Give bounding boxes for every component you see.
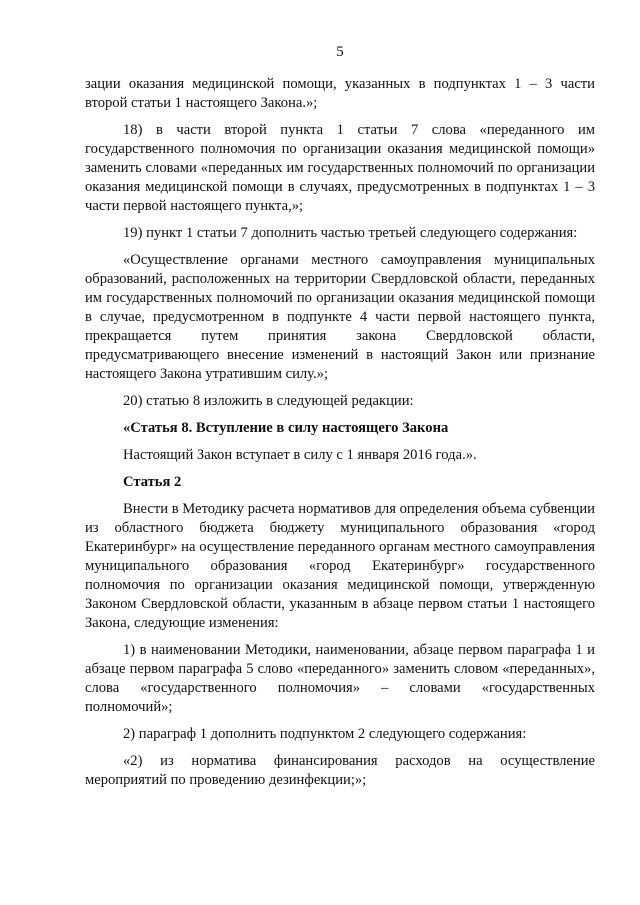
paragraph-change-1: 1) в наименовании Методики, наименовании, абзаце первом параграфа 1 и абзаце первом параграфа 5 слово «переданного» заменить словом «переданных», слова «государственного полномочия» – словами «государственных полномочий»; — [85, 642, 595, 715]
paragraph-methodology-changes: Внести в Методику расчета нормативов для определения объема субвенции из областного бюджета бюджету муниципального образования «город Екатеринбург» на осуществление переданного органам местного самоуправления муниципального образования «город Екатеринбург» государственного полномочия по организации оказания медицинской помощи, утвержденную Законом Свердловской области, указанным в абзаце первом статьи 1 настоящего Закона, следующие изменения: — [85, 501, 595, 631]
paragraph-effective-date: Настоящий Закон вступает в силу с 1 января 2016 года.». — [123, 447, 477, 463]
paragraph-item-20: 20) статью 8 изложить в следующей редакции: — [123, 393, 414, 409]
paragraph-quoted-text: «Осуществление органами местного самоуправления муниципальных образований, расположенных на территории Свердловской области, переданных им государственных полномочий по организации оказания медицинской помощи в случае, предусмотренном в подпункте 4 части первой настоящего пункта, прекращается путем принятия закона Свердловской области, предусматривающего внесение изменений в настоящий Закон или признание настоящего Закона утратившим силу.»; — [85, 252, 595, 382]
article-8-heading: «Статья 8. Вступление в силу настоящего Закона — [123, 420, 449, 436]
page-number: 5 — [336, 44, 344, 60]
paragraph-item-18: 18) в части второй пункта 1 статьи 7 слова «переданного им государственного полномочия по организации оказания медицинской помощи» заменить словами «переданных им государственных полномочий по организации оказания медицинской помощи в случаях, предусмотренных в подпунктах 1 – 3 части первой настоящего пункта,»; — [85, 122, 595, 214]
paragraph-continuation: зации оказания медицинской помощи, указанных в подпунктах 1 – 3 части второй статьи 1 настоящего Закона.»; — [85, 76, 595, 111]
paragraph-item-19: 19) пункт 1 статьи 7 дополнить частью третьей следующего содержания: — [123, 225, 578, 241]
document-body — [85, 75, 595, 798]
paragraph-quoted-subitem-2: «2) из норматива финансирования расходов на осуществление мероприятий по проведению дезинфекции;»; — [85, 753, 595, 788]
paragraph-change-2: 2) параграф 1 дополнить подпунктом 2 следующего содержания: — [123, 726, 527, 742]
article-2-heading: Статья 2 — [123, 474, 182, 490]
